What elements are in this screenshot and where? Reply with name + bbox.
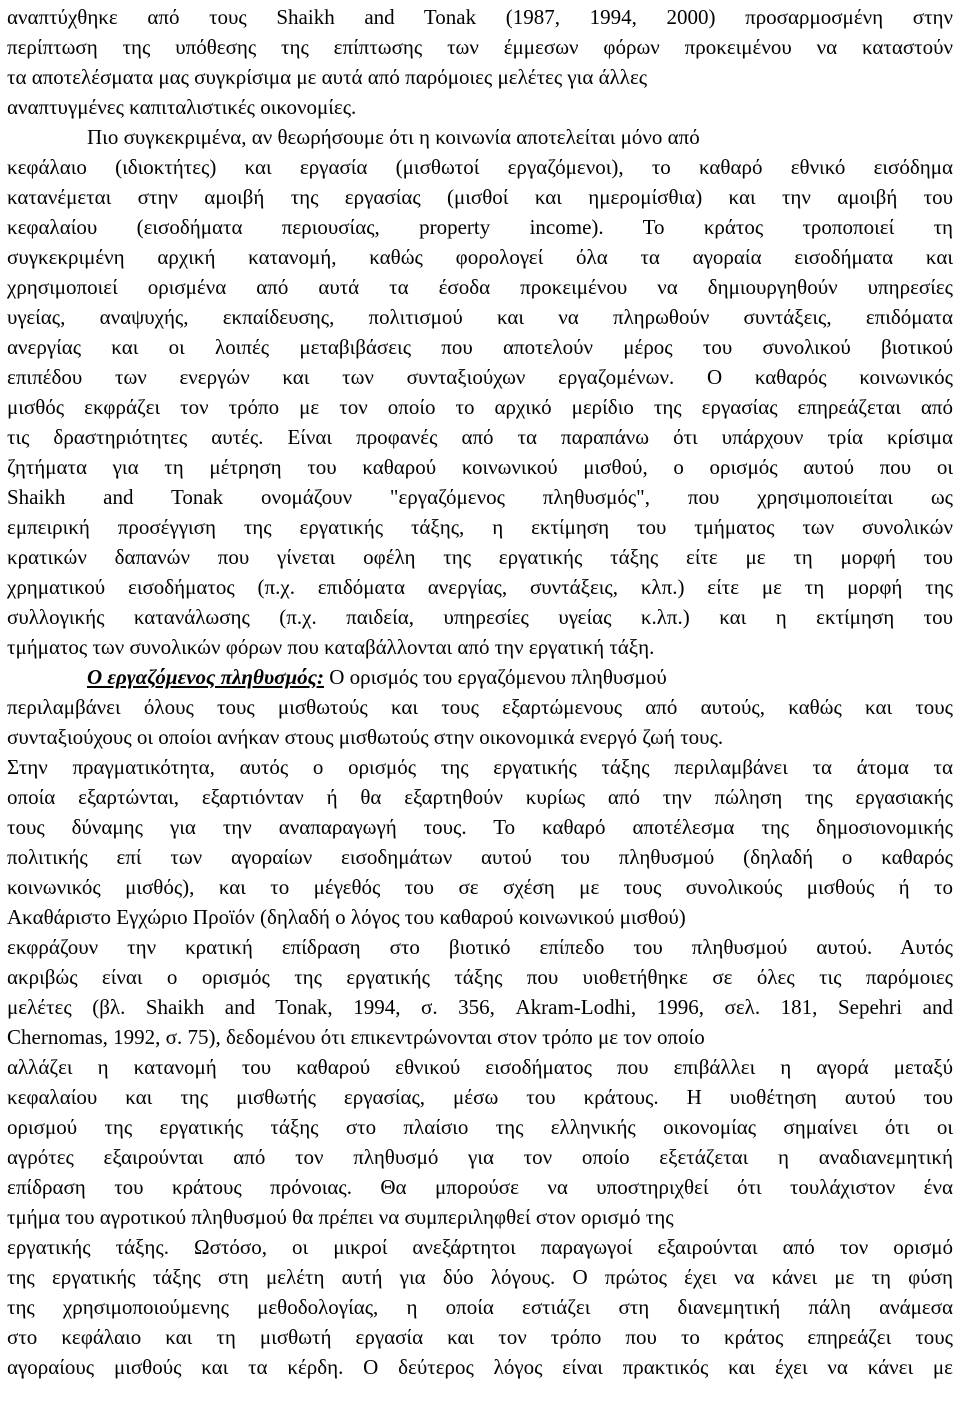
text-line: τους δύναμης για την αναπαραγωγή τους. Το καθαρό αποτέλεσμα της δημοσιονομικής <box>7 815 953 839</box>
text-line: συνταξιούχους οι οποίοι ανήκαν στους μισθωτούς στην οικονομικά ενεργό ζωή τους. <box>7 725 724 749</box>
text-line: οποία εξαρτώνται, εξαρτιόνταν ή θα εξαρτηθούν κυρίως από την πώληση της εργασιακής <box>7 785 953 809</box>
text-line: τμήματος των συνολικών φόρων που καταβάλλονται από την εργατική τάξη. <box>7 635 655 659</box>
text-line: χρησιμοποιεί ορισμένα από αυτά τα έσοδα προκειμένου να δημιουργηθούν υπηρεσίες <box>7 275 953 299</box>
text-line: ανεργίας και οι λοιπές μεταβιβάσεις που αποτελούν μέρος του συνολικού βιοτικού <box>7 335 953 359</box>
text-line: Ακαθάριστο Εγχώριο Προϊόν (δηλαδή ο λόγος του καθαρού κοινωνικού μισθού) <box>7 905 686 929</box>
text-line: αγοραίους μισθούς και τα κέρδη. Ο δεύτερος λόγος είναι πρακτικός και έχει να κάνει με <box>7 1355 953 1379</box>
text-line: εκφράζουν την κρατική επίδραση στο βιοτικό επίπεδο του πληθυσμού αυτού. Αυτός <box>7 935 953 959</box>
text-line: χρηματικού εισοδήματος (π.χ. επιδόματα ανεργίας, συντάξεις, κλπ.) είτε με τη μορφή της <box>7 575 953 599</box>
text-line: συλλογικής κατανάλωσης (π.χ. παιδεία, υπηρεσίες υγείας κ.λπ.) και η εκτίμηση του <box>7 605 953 629</box>
text-line: εμπειρική προσέγγιση της εργατικής τάξης, η εκτίμηση του τμήματος των συνολικών <box>7 515 953 539</box>
text-line: μελέτες (βλ. Shaikh and Tonak, 1994, σ. 356, Akram-Lodhi, 1996, σελ. 181, Sepehri and <box>7 995 953 1019</box>
text-line: εργατικής τάξης. Ωστόσο, οι μικροί ανεξάρτητοι παραγωγοί εξαιρούνται από τον ορισμό <box>7 1235 953 1259</box>
text-line: επιπέδου των ενεργών και των συνταξιούχων εργαζομένων. Ο καθαρός κοινωνικός <box>7 365 953 389</box>
section-heading: Ο εργαζόμενος πληθυσμός: <box>87 665 324 689</box>
text-line: της εργατικής τάξης στη μελέτη αυτή για δύο λόγους. Ο πρώτος έχει να κάνει με τη φύση <box>7 1265 953 1289</box>
paragraph-first-line: Πιο συγκεκριμένα, αν θεωρήσουμε ότι η κοινωνία αποτελείται μόνο από <box>87 125 700 149</box>
text-line: υγείας, αναψυχής, εκπαίδευσης, πολιτισμού και να πληρωθούν συντάξεις, επιδόματα <box>7 305 953 329</box>
text-line: περίπτωση της υπόθεσης της επίπτωσης των έμμεσων φόρων προκειμένου να καταστούν <box>7 35 953 59</box>
text-line: περιλαμβάνει όλους τους μισθωτούς και τους εξαρτώμενους από αυτούς, καθώς και τους <box>7 695 953 719</box>
text-line: Chernomas, 1992, σ. 75), δεδομένου ότι επικεντρώνονται στον τρόπο με τον οποίο <box>7 1025 705 1049</box>
text-line: αναπτύχθηκε από τους Shaikh and Tonak (1987, 1994, 2000) προσαρμοσμένη στην <box>7 5 953 29</box>
text-line: κοινωνικός μισθός), και το μέγεθός του σε σχέση με τους συνολικούς μισθούς ή το <box>7 875 953 899</box>
heading-continuation: Ο ορισμός του εργαζόμενου πληθυσμού <box>329 665 667 689</box>
text-line: Shaikh and Tonak ονομάζουν "εργαζόμενος πληθυσμός", που χρησιμοποιείται ως <box>7 485 953 509</box>
text-line: αλλάζει η κατανομή του καθαρού εθνικού εισοδήματος που επιβάλλει η αγορά μεταξύ <box>7 1055 953 1079</box>
text-line: στο κεφάλαιο και τη μισθωτή εργασία και τον τρόπο που το κράτος επηρεάζει τους <box>7 1325 953 1349</box>
text-line: ακριβώς είναι ο ορισμός της εργατικής τάξης που υιοθετήθηκε σε όλες τις παρόμοιες <box>7 965 953 989</box>
text-line: κρατικών δαπανών που γίνεται οφέλη της εργατικής τάξης είτε με τη μορφή του <box>7 545 953 569</box>
text-line: αγρότες εξαιρούνται από τον πληθυσμό για τον οποίο εξετάζεται η αναδιανεμητική <box>7 1145 953 1169</box>
text-line: πολιτικής επί των αγοραίων εισοδημάτων αυτού του πληθυσμού (δηλαδή ο καθαρός <box>7 845 953 869</box>
text-line: κεφαλαίου και της μισθωτής εργασίας, μέσω του κράτους. Η υιοθέτηση αυτού του <box>7 1085 953 1109</box>
text-line: τις δραστηριότητες αυτές. Είναι προφανές από τα παραπάνω ότι υπάρχουν τρία κρίσιμα <box>7 425 953 449</box>
text-line: τμήμα του αγροτικού πληθυσμού θα πρέπει να συμπεριληφθεί στον ορισμό της <box>7 1205 674 1229</box>
text-line: κεφαλαίου (εισοδήματα περιουσίας, property income). Το κράτος τροποποιεί τη <box>7 215 953 239</box>
text-line: επίδραση του κράτους πρόνοιας. Θα μπορούσε να υποστηριχθεί ότι τουλάχιστον ένα <box>7 1175 953 1199</box>
text-line: αναπτυγμένες καπιταλιστικές οικονομίες. <box>7 95 357 119</box>
text-line: κεφάλαιο (ιδιοκτήτες) και εργασία (μισθωτοί εργαζόμενοι), το καθαρό εθνικό εισόδημα <box>7 155 953 179</box>
text-line: συγκεκριμένη αρχική κατανομή, καθώς φορολογεί όλα τα αγοραία εισοδήματα και <box>7 245 953 269</box>
text-line: της χρησιμοποιούμενης μεθοδολογίας, η οποία εστιάζει στη διανεμητική πάλη ανάμεσα <box>7 1295 953 1319</box>
section-heading-line <box>87 662 953 692</box>
text-line: ορισμού της εργατικής τάξης στο πλαίσιο της ελληνικής οικονομίας σημαίνει ότι οι <box>7 1115 953 1139</box>
text-line: κατανέμεται στην αμοιβή της εργασίας (μισθοί και ημερομίσθια) και την αμοιβή του <box>7 185 953 209</box>
text-line: μισθός εκφράζει τον τρόπο με τον οποίο το αρχικό μερίδιο της εργασίας επηρεάζεται από <box>7 395 953 419</box>
text-line: τα αποτελέσματα μας συγκρίσιμα με αυτά από παρόμοιες μελέτες για άλλες <box>7 65 648 89</box>
text-line: ζητήματα για τη μέτρηση του καθαρού κοινωνικού μισθού, ο ορισμός αυτού που οι <box>7 455 953 479</box>
text-line: Στην πραγματικότητα, αυτός ο ορισμός της εργατικής τάξης περιλαμβάνει τα άτομα τα <box>7 755 953 779</box>
